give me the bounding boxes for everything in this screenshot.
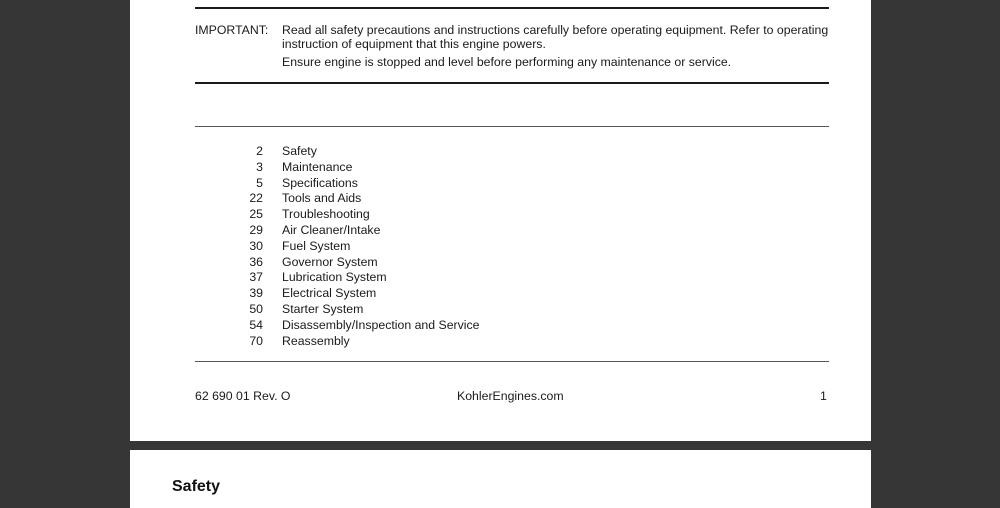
toc-entry[interactable]	[235, 191, 480, 207]
toc-entry[interactable]	[235, 255, 480, 271]
toc-title: Specifications	[282, 175, 358, 190]
toc-page-number: 25	[249, 207, 263, 222]
toc-entry[interactable]	[235, 207, 480, 223]
toc-top-rule	[195, 126, 829, 127]
toc-title: Governor System	[282, 254, 378, 269]
toc-entry[interactable]	[235, 144, 480, 160]
toc-page-number: 39	[249, 286, 263, 301]
toc-entry[interactable]	[235, 270, 480, 286]
toc-entry[interactable]	[235, 176, 480, 192]
toc-page-number: 5	[256, 175, 263, 190]
section-heading-safety: Safety	[172, 478, 221, 495]
toc-page-number: 29	[249, 222, 263, 237]
toc-title: Lubrication System	[282, 270, 387, 285]
toc-page-number: 54	[249, 317, 263, 332]
toc-entry[interactable]	[235, 223, 480, 239]
toc-title: Maintenance	[282, 159, 353, 174]
toc-page-number: 70	[249, 333, 263, 348]
toc-page-number: 2	[256, 144, 263, 158]
document-page-1	[130, 0, 871, 441]
footer-website: KohlerEngines.com	[457, 389, 564, 403]
toc-entry[interactable]	[235, 239, 480, 255]
important-text	[282, 23, 832, 69]
toc-entry[interactable]	[235, 334, 480, 350]
toc-page-number: 50	[249, 301, 263, 316]
toc-page-number: 3	[256, 159, 263, 174]
notice-bottom-rule	[195, 82, 829, 84]
toc-title: Air Cleaner/Intake	[282, 222, 381, 237]
toc-page-number: 22	[249, 191, 263, 206]
toc-title: Fuel System	[282, 238, 351, 253]
toc-title: Safety	[282, 144, 317, 158]
toc-title: Troubleshooting	[282, 207, 370, 222]
toc-entry[interactable]	[235, 302, 480, 318]
toc-title: Electrical System	[282, 286, 377, 301]
toc-title: Reassembly	[282, 333, 350, 348]
toc-title: Tools and Aids	[282, 191, 362, 206]
important-line-2: Ensure engine is stopped and level before performing any maintenance or service.	[282, 55, 732, 69]
table-of-contents	[235, 144, 480, 349]
toc-page-number: 37	[249, 270, 263, 285]
toc-title: Disassembly/Inspection and Service	[282, 317, 480, 332]
toc-entry[interactable]	[235, 318, 480, 334]
important-line-1: Read all safety precautions and instructions carefully before operating equipment. Refer to operating instruction of equipment that this engine powers.	[282, 23, 829, 51]
toc-entry[interactable]	[235, 160, 480, 176]
toc-page-number: 36	[249, 254, 263, 269]
toc-page-number: 30	[249, 238, 263, 253]
important-label: IMPORTANT:	[195, 23, 269, 37]
top-rule	[195, 7, 829, 9]
footer-doc-number: 62 690 01 Rev. O	[195, 389, 291, 403]
footer-page-number: 1	[820, 389, 827, 403]
toc-title: Starter System	[282, 301, 364, 316]
toc-bottom-rule	[195, 361, 829, 362]
document-page-2	[130, 450, 871, 508]
toc-entry[interactable]	[235, 286, 480, 302]
